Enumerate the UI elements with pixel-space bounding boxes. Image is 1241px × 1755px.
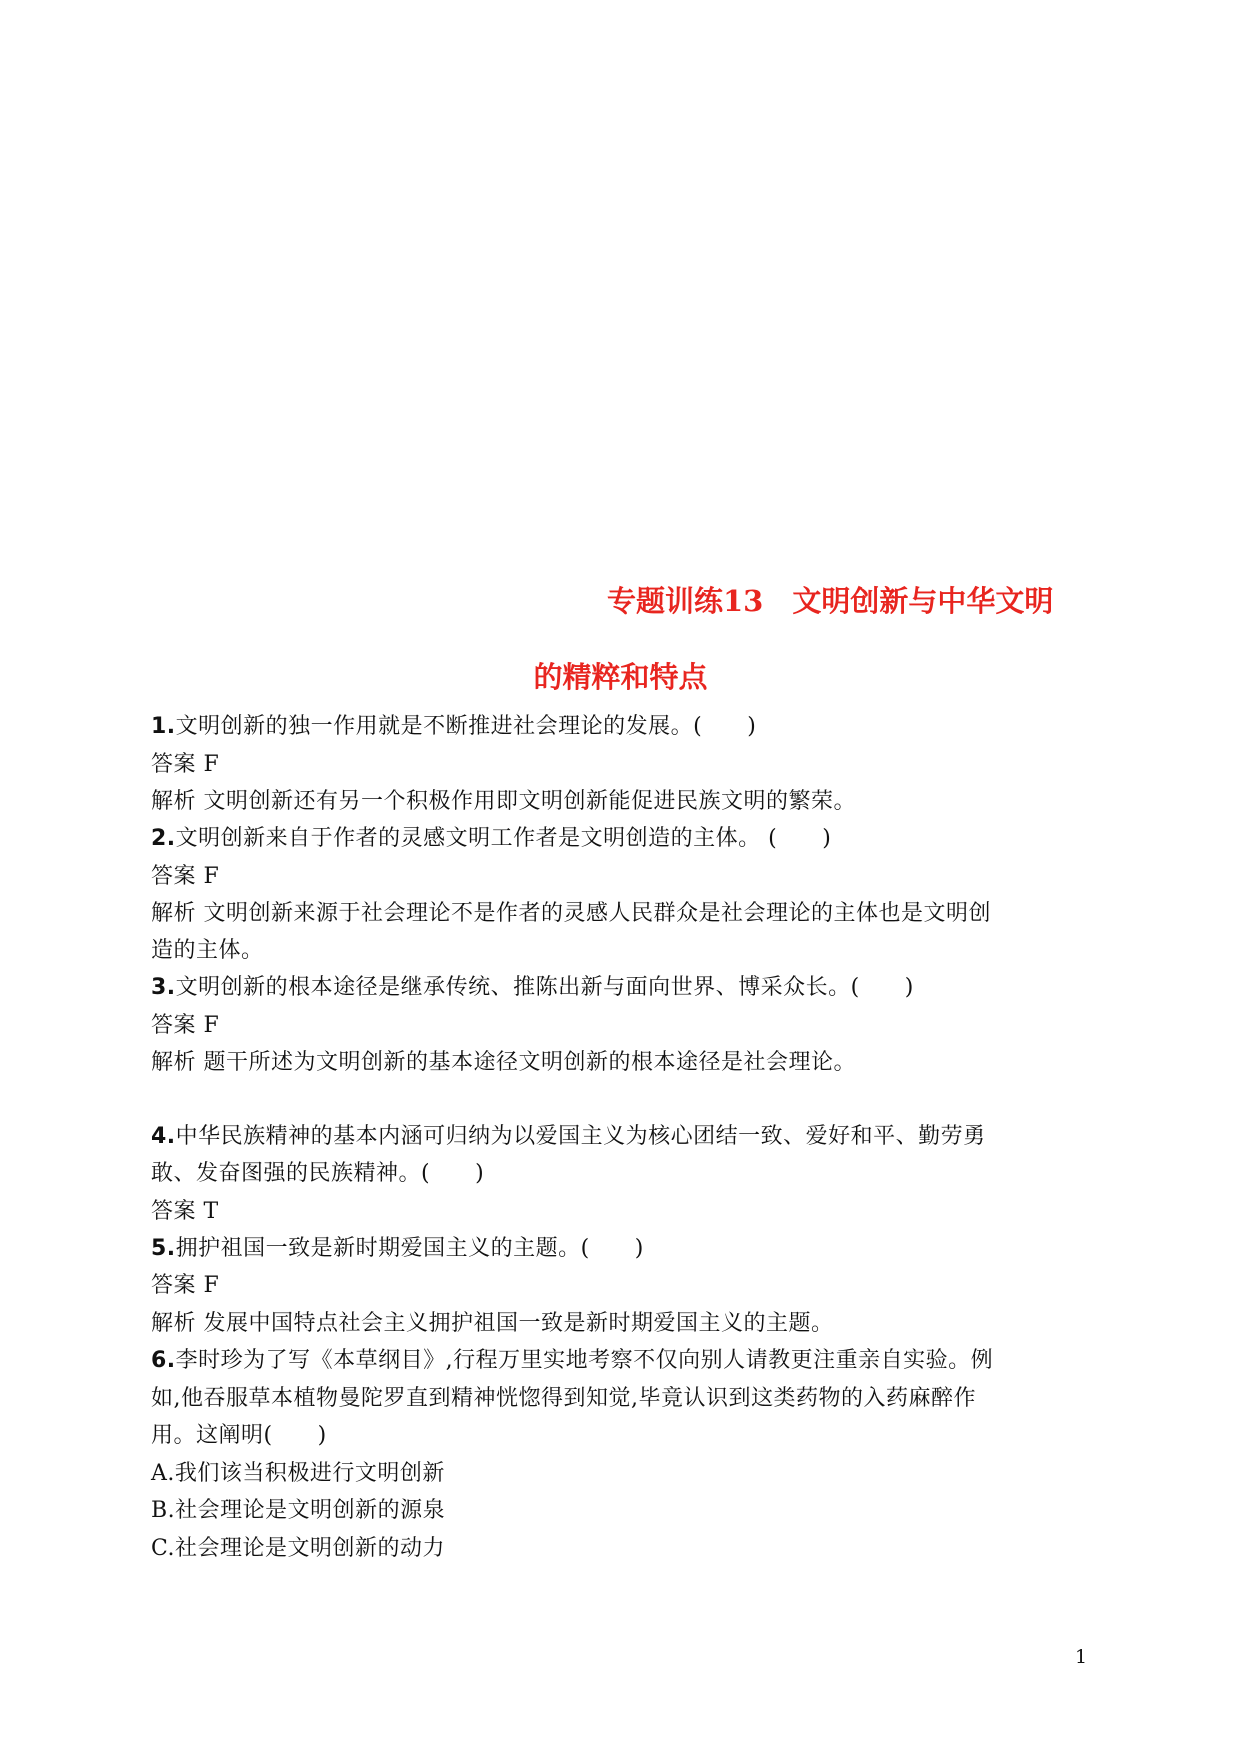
question-text: 文明创新的根本途径是继承传统、推陈出新与面向世界、博采众长。( ) <box>175 975 914 1000</box>
question-6-line-1 <box>151 1346 993 1376</box>
answer-5: 答案 F <box>151 1273 220 1298</box>
analysis-3: 解析 题干所述为文明创新的基本途径文明创新的根本途径是社会理论。 <box>151 1050 856 1075</box>
answer-2: 答案 F <box>151 864 220 889</box>
answer-4: 答案 T <box>151 1199 219 1224</box>
question-6-line-3: 用。这阐明( ) <box>151 1423 327 1448</box>
question-number: 6. <box>151 1348 176 1373</box>
option-b: B.社会理论是文明创新的源泉 <box>151 1498 446 1523</box>
question-3 <box>151 973 914 1003</box>
question-2 <box>151 824 831 854</box>
option-a: A.我们该当积极进行文明创新 <box>151 1461 445 1486</box>
analysis-2-line-1: 解析 文明创新来源于社会理论不是作者的灵感人民群众是社会理论的主体也是文明创 <box>151 901 991 926</box>
question-6-line-2: 如,他吞服草本植物曼陀罗直到精神恍惚得到知觉,毕竟认识到这类药物的入药麻醉作 <box>151 1386 976 1411</box>
option-c: C.社会理论是文明创新的动力 <box>151 1536 446 1561</box>
document-title-line-2: 的精粹和特点 <box>533 660 708 694</box>
question-4-line-1 <box>151 1122 986 1152</box>
question-number: 1. <box>151 714 176 739</box>
page-number: 1 <box>1075 1646 1088 1668</box>
question-1 <box>151 712 756 742</box>
answer-1: 答案 F <box>151 752 220 777</box>
question-number: 2. <box>151 826 176 851</box>
question-number: 4. <box>151 1124 176 1149</box>
analysis-5: 解析 发展中国特点社会主义拥护祖国一致是新时期爱国主义的主题。 <box>151 1311 834 1336</box>
question-number: 5. <box>151 1236 176 1261</box>
question-number: 3. <box>151 975 176 1000</box>
answer-3: 答案 F <box>151 1013 220 1038</box>
question-4-line-2: 敢、发奋图强的民族精神。( ) <box>151 1161 485 1186</box>
question-text: 文明创新来自于作者的灵感文明工作者是文明创造的主体。 ( ) <box>175 826 832 851</box>
analysis-2-line-2: 造的主体。 <box>151 938 264 963</box>
analysis-1: 解析 文明创新还有另一个积极作用即文明创新能促进民族文明的繁荣。 <box>151 789 856 814</box>
question-text: 中华民族精神的基本内涵可归纳为以爱国主义为核心团结一致、爱好和平、勤劳勇 <box>175 1124 986 1149</box>
document-title-line-1: 专题训练13 文明创新与中华文明 <box>607 584 1054 618</box>
question-text: 文明创新的独一作用就是不断推进社会理论的发展。( ) <box>175 714 757 739</box>
question-text: 李时珍为了写《本草纲目》,行程万里实地考察不仅向别人请教更注重亲自实验。例 <box>175 1348 994 1373</box>
question-text: 拥护祖国一致是新时期爱国主义的主题。( ) <box>175 1236 644 1261</box>
question-5 <box>151 1234 644 1264</box>
